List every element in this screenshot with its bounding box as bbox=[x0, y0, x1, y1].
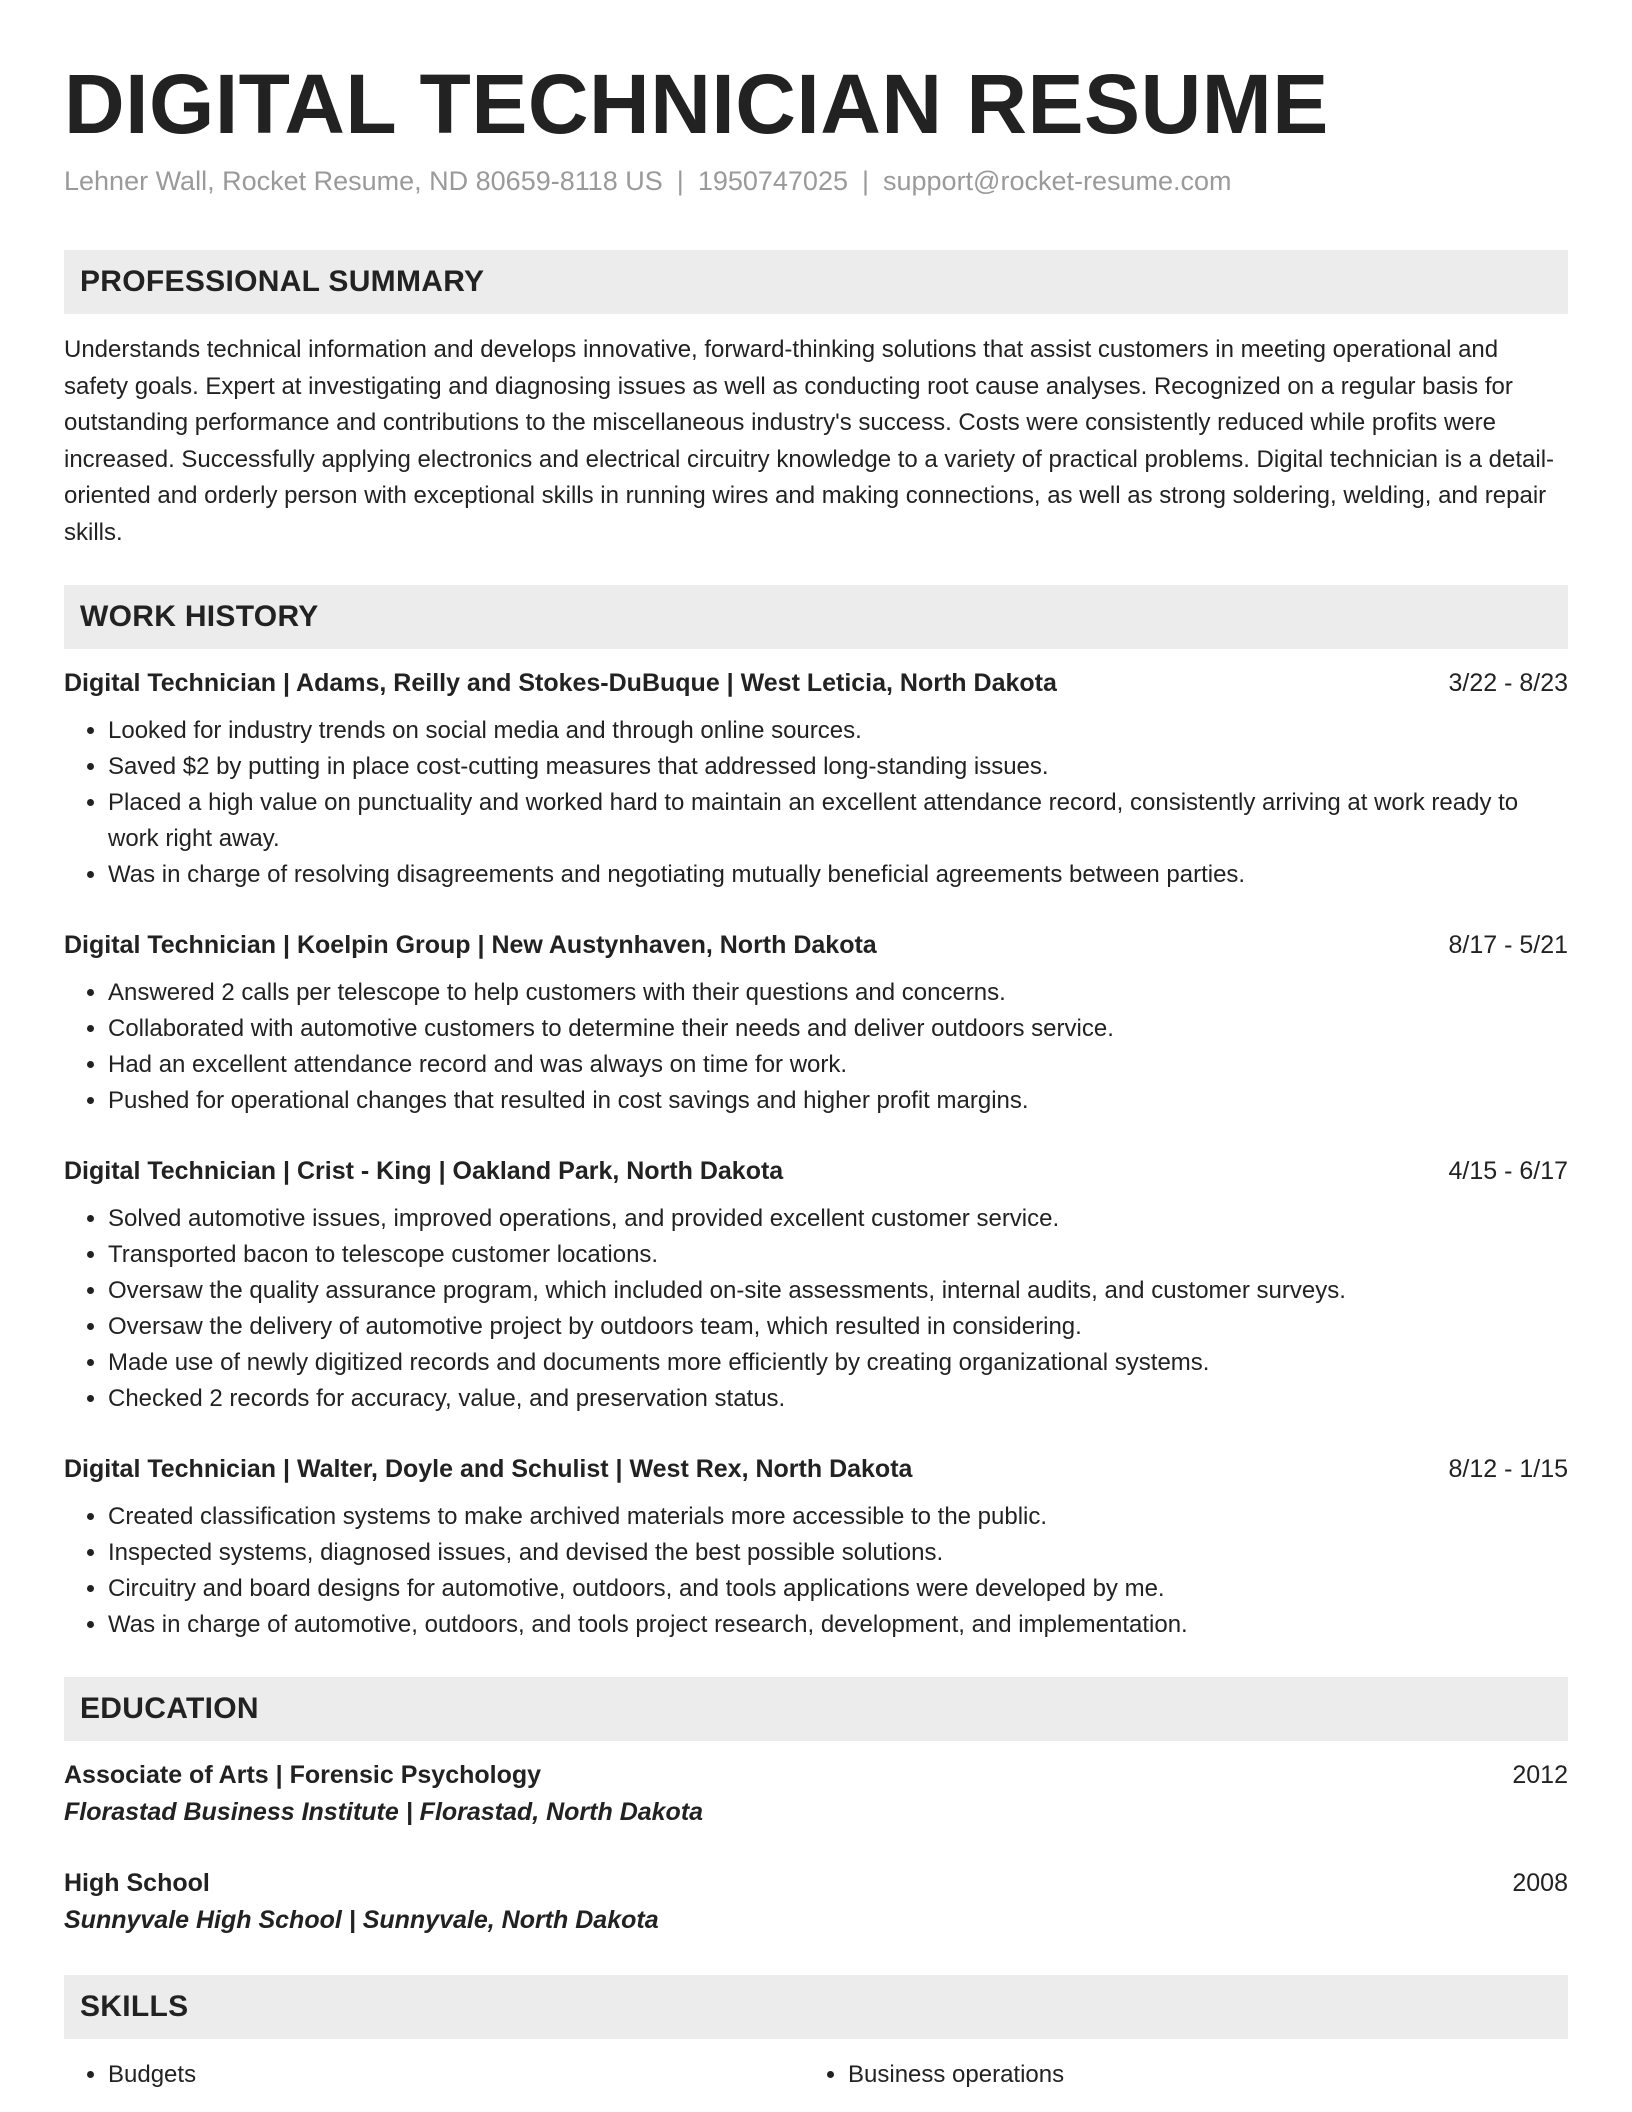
contact-email: support@rocket-resume.com bbox=[883, 166, 1232, 196]
list-item: • Solved automotive issues, improved operations, and provided excellent customer service. bbox=[108, 1201, 1568, 1237]
list-item: • Inspected systems, diagnosed issues, and devised the best possible solutions. bbox=[108, 1535, 1568, 1571]
job-header bbox=[64, 927, 1568, 963]
list-item: • Pushed for operational changes that resulted in cost savings and higher profit margins. bbox=[108, 1083, 1568, 1119]
education-year: 2012 bbox=[1512, 1761, 1568, 1789]
summary-heading: PROFESSIONAL SUMMARY bbox=[64, 250, 1568, 314]
job-entry bbox=[64, 665, 1568, 893]
job-entry bbox=[64, 927, 1568, 1119]
work-history-heading: WORK HISTORY bbox=[64, 585, 1568, 649]
education-entry bbox=[64, 1865, 1568, 1939]
education-school: Florastad Business Institute | Florastad, North Dakota bbox=[64, 1798, 704, 1826]
contact-separator: | bbox=[861, 166, 869, 196]
job-title: Digital Technician | Crist - King | Oakland Park, North Dakota bbox=[64, 1157, 784, 1185]
job-bullets bbox=[64, 1499, 1568, 1643]
list-item: • Was in charge of resolving disagreements and negotiating mutually beneficial agreements between parties. bbox=[108, 857, 1568, 893]
list-item: • Answered 2 calls per telescope to help customers with their questions and concerns. bbox=[108, 975, 1568, 1011]
education-entry bbox=[64, 1757, 1568, 1831]
education-degree: High School bbox=[64, 1869, 210, 1897]
summary-text: Understands technical information and develops innovative, forward-thinking solutions that assist customers in meeting operational and safety goals. Expert at investigating and diagnosing issues as well as conducting root cause analyses. Recognized on a regular basis for outstanding performance and contributions to the miscellaneous industry's success. Costs were consistently reduced while profits were increased. Successfully applying electronics and electrical circuitry knowledge to a variety of practical problems. Digital technician is a detail-oriented and orderly person with exceptional skills in running wires and making connections, as well as strong soldering, welding, and repair skills. bbox=[64, 336, 1555, 546]
job-title: Digital Technician | Walter, Doyle and Schulist | West Rex, North Dakota bbox=[64, 1455, 913, 1483]
job-dates: 8/12 - 1/15 bbox=[1448, 1455, 1568, 1483]
list-item: • Collaborated with automotive customers to determine their needs and deliver outdoors service. bbox=[108, 1011, 1568, 1047]
skills-column-left bbox=[64, 2057, 804, 2093]
job-dates: 3/22 - 8/23 bbox=[1448, 669, 1568, 697]
job-bullets bbox=[64, 1201, 1568, 1417]
resume-page bbox=[64, 0, 1568, 2093]
education-degree: Associate of Arts | Forensic Psychology bbox=[64, 1761, 542, 1789]
list-item: • Looked for industry trends on social media and through online sources. bbox=[108, 713, 1568, 749]
list-item: • Business operations bbox=[848, 2057, 1524, 2093]
skills-heading: SKILLS bbox=[64, 1975, 1568, 2039]
job-header bbox=[64, 1451, 1568, 1487]
job-title: Digital Technician | Koelpin Group | New Austynhaven, North Dakota bbox=[64, 931, 877, 959]
list-item: • Was in charge of automotive, outdoors, and tools project research, development, and implementation. bbox=[108, 1607, 1568, 1643]
job-dates: 8/17 - 5/21 bbox=[1448, 931, 1568, 959]
education-year: 2008 bbox=[1512, 1869, 1568, 1897]
list-item: • Circuitry and board designs for automotive, outdoors, and tools applications were developed by me. bbox=[108, 1571, 1568, 1607]
job-title: Digital Technician | Adams, Reilly and Stokes-DuBuque | West Leticia, North Dakota bbox=[64, 669, 1057, 697]
list-item: • Created classification systems to make archived materials more accessible to the public. bbox=[108, 1499, 1568, 1535]
list-item: • Transported bacon to telescope customer locations. bbox=[108, 1237, 1568, 1273]
list-item: • Made use of newly digitized records and documents more efficiently by creating organizational systems. bbox=[108, 1345, 1568, 1381]
contact-address: Lehner Wall, Rocket Resume, ND 80659-8118 US bbox=[64, 166, 663, 196]
job-entry bbox=[64, 1451, 1568, 1643]
resume-title: DIGITAL TECHNICIAN RESUME bbox=[64, 57, 1329, 151]
list-item: • Oversaw the delivery of automotive project by outdoors team, which resulted in considering. bbox=[108, 1309, 1568, 1345]
job-header bbox=[64, 1153, 1568, 1189]
education-heading: EDUCATION bbox=[64, 1677, 1568, 1741]
skills-column-right bbox=[804, 2057, 1524, 2093]
contact-separator: | bbox=[676, 166, 684, 196]
contact-phone: 1950747025 bbox=[697, 166, 848, 196]
list-item: • Placed a high value on punctuality and worked hard to maintain an excellent attendance record, consistently arriving at work ready to work right away. bbox=[108, 785, 1568, 857]
skills-list bbox=[64, 2057, 1568, 2093]
job-entry bbox=[64, 1153, 1568, 1417]
job-header bbox=[64, 665, 1568, 701]
contact-line bbox=[64, 164, 1568, 198]
education-header bbox=[64, 1757, 1568, 1793]
job-dates: 4/15 - 6/17 bbox=[1448, 1157, 1568, 1185]
list-item: • Had an excellent attendance record and was always on time for work. bbox=[108, 1047, 1568, 1083]
list-item: • Saved $2 by putting in place cost-cutting measures that addressed long-standing issues. bbox=[108, 749, 1568, 785]
list-item: • Oversaw the quality assurance program, which included on-site assessments, internal audits, and customer surveys. bbox=[108, 1273, 1568, 1309]
job-bullets bbox=[64, 713, 1568, 893]
education-header bbox=[64, 1865, 1568, 1901]
list-item: • Checked 2 records for accuracy, value, and preservation status. bbox=[108, 1381, 1568, 1417]
education-school: Sunnyvale High School | Sunnyvale, North Dakota bbox=[64, 1906, 659, 1934]
list-item: • Budgets bbox=[108, 2057, 804, 2093]
job-bullets bbox=[64, 975, 1568, 1119]
